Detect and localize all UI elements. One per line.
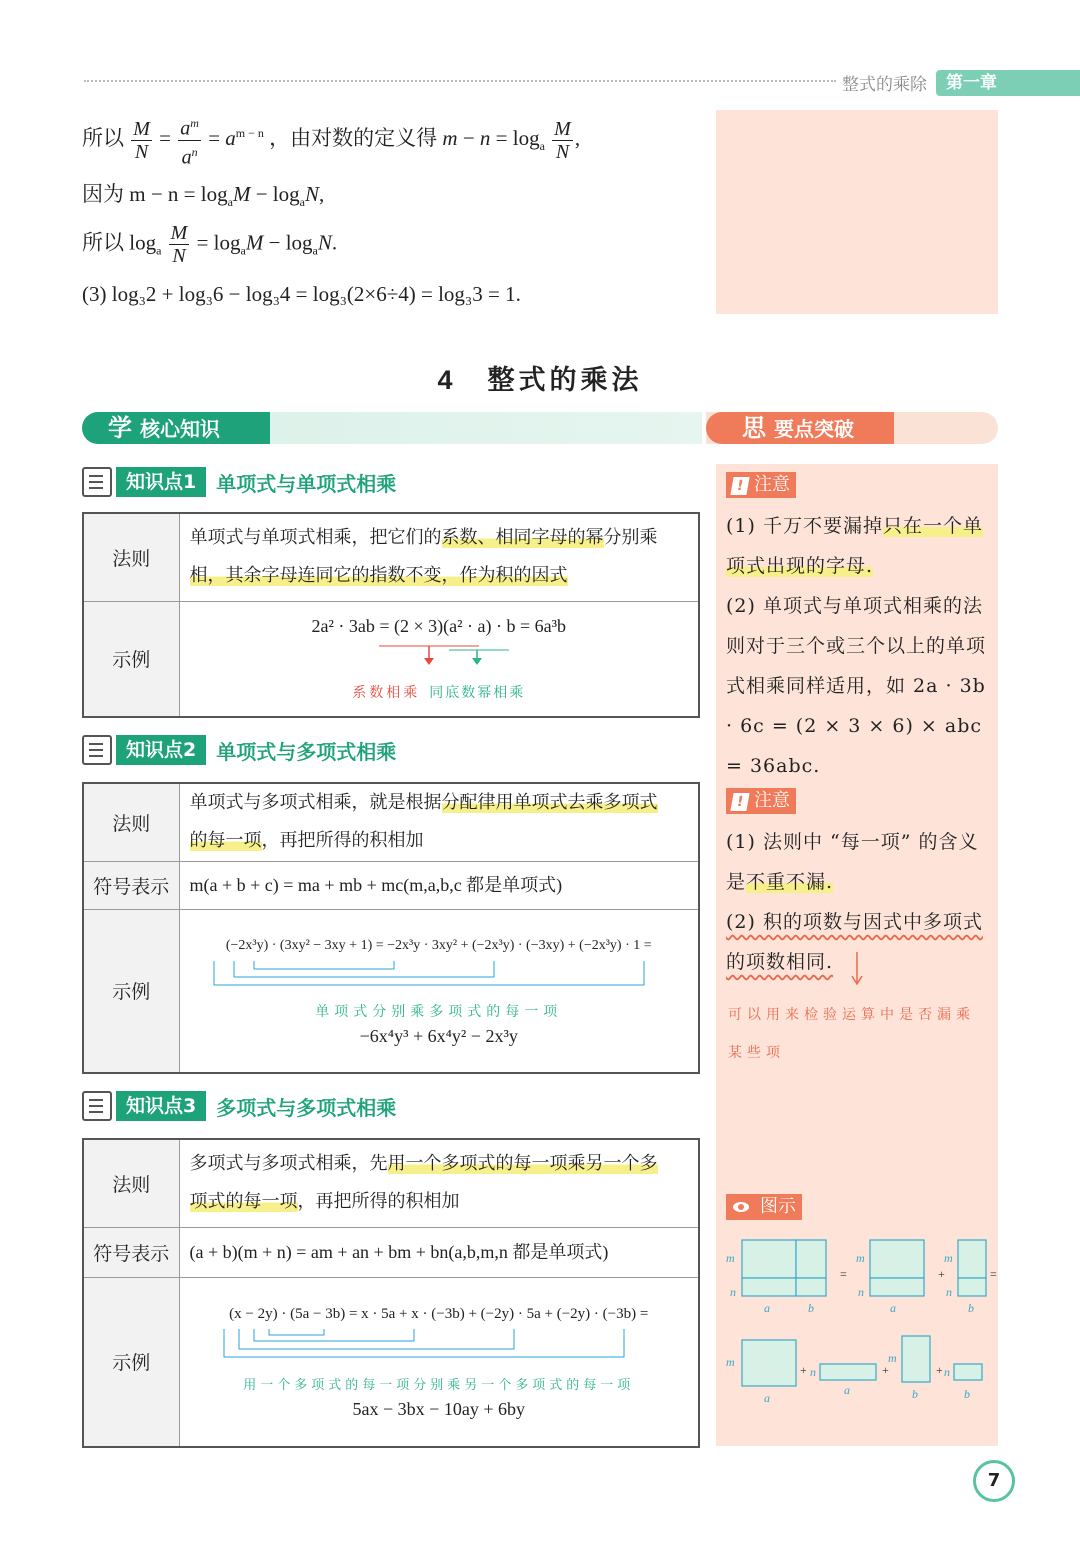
svg-text:a: a (844, 1383, 850, 1397)
notebook-icon (82, 735, 112, 765)
svg-text:n: n (730, 1285, 736, 1299)
eye-icon (732, 1200, 750, 1214)
svg-text:+: + (938, 1267, 945, 1281)
note-tag-2: ! 注意 (726, 788, 796, 814)
kp3-example-formula: (x − 2y) · (5a − 3b) = x · 5a + x · (−3b) + (−2y) · 5a + (−2y) · (−3b) = (229, 1306, 649, 1323)
kp3-symbol: (a + b)(m + n) = am + an + bm + bn(a,b,m,n 都是单项式) (179, 1227, 699, 1277)
svg-text:a: a (764, 1301, 770, 1315)
svg-text:n: n (946, 1285, 952, 1299)
banner-char-learn: 学 (108, 414, 132, 442)
svg-text:=: = (840, 1267, 847, 1281)
derivation-line-3: 所以 $\log_a$ $\frac{M}{N}$ = $\log_aM - \log_aN$. (82, 222, 338, 267)
banner-label-key: 要点突破 (774, 417, 854, 441)
svg-text:b: b (808, 1301, 814, 1315)
area-diagram (722, 1234, 998, 1434)
kp1-title: 单项式与单项式相乘 (216, 471, 397, 496)
knowledge-point-3-heading (82, 1090, 396, 1122)
svg-text:b: b (912, 1387, 918, 1401)
svg-text:+: + (882, 1363, 889, 1377)
kp2-table (82, 782, 700, 1074)
knowledge-point-2-heading (82, 734, 396, 766)
svg-text:n: n (858, 1285, 864, 1299)
kp1-example-arrows (309, 644, 569, 666)
notebook-icon (82, 1091, 112, 1121)
text-by-definition: ，由对数的定义得 (269, 125, 438, 150)
svg-text:m: m (726, 1355, 735, 1369)
kp1-example-header: 示例 (83, 601, 179, 717)
kp2-symbol: m(a + b + c) = ma + mb + mc(m,a,b,c 都是单项式) (179, 861, 699, 909)
header-chapter-tab: 第一章 (936, 70, 1080, 96)
kp2-tag: 知识点2 (116, 735, 206, 765)
kp2-rule-header: 法则 (83, 783, 179, 861)
banner-label-core: 核心知识 (140, 417, 220, 441)
header-dotted-rule (84, 80, 836, 82)
kp3-rule-header: 法则 (83, 1139, 179, 1227)
svg-text:+: + (936, 1363, 943, 1377)
kp3-example-note: 用一个多项式的每一项分别乘另一个多项式的每一项 (243, 1377, 635, 1393)
note1-text: (1) 千万不要漏掉只在一个单项式出现的字母. (2) 单项式与单项式相乘的法则对于三个或三个以上的单项式相乘同样适用，如 2a · 3b · 6c = (2 × 3 × 6) × abc = 36abc. (726, 515, 987, 777)
svg-text:m: m (888, 1351, 897, 1365)
kp2-rule-text: 单项式与多项式相乘，就是根据分配律用单项式去乘多项式 的每一项，再把所得的积相加 (179, 783, 699, 861)
kp3-example-header: 示例 (83, 1277, 179, 1447)
note2-arrow (850, 952, 864, 988)
note-tag-1: ! 注意 (726, 472, 796, 498)
svg-text:a: a (764, 1391, 770, 1405)
svg-text:m: m (856, 1251, 865, 1265)
kp3-title: 多项式与多项式相乘 (216, 1095, 397, 1120)
note2-red-remark: 可以用来检验运算中是否漏乘某些项 (728, 1007, 975, 1061)
kp2-example-formula: (−2x³y) · (3xy² − 3xy + 1) = −2x³y · 3xy² + (−2x³y) · (−3xy) + (−2x³y) · 1 = (225, 938, 652, 954)
text-therefore: 所以 log (82, 230, 157, 255)
svg-text:n: n (810, 1365, 816, 1379)
kp3-example (179, 1277, 699, 1447)
kp3-example-result: 5ax − 3bx − 10ay + 6by (352, 1399, 525, 1420)
kp2-title: 单项式与多项式相乘 (216, 739, 397, 764)
kp1-rule-header: 法则 (83, 513, 179, 601)
kp1-tag: 知识点1 (116, 467, 206, 497)
kp1-rule-text: 单项式与单项式相乘，把它们的系数、相同字母的幂分别乘 相，其余字母连同它的指数不变，作为积的因式 (179, 513, 699, 601)
kp2-example-result: −6x⁴y³ + 6x⁴y² − 2x³y (359, 1026, 518, 1047)
derivation-line-2: 因为 $m - n = \log_aM - \log_aN$, (82, 182, 325, 210)
kp3-table (82, 1138, 700, 1448)
derivation-line-1: 所以 $\frac{M}{N}$ = $\frac{a^m}{a^n}$ = $a^{m - n}$ ，由对数的定义得 $m - n = \log_a$ $\frac{M}{N}$ , (82, 112, 580, 168)
kp2-example-header: 示例 (83, 909, 179, 1073)
svg-text:a: a (890, 1301, 896, 1315)
svg-text:b: b (964, 1387, 970, 1401)
key-points-column (716, 464, 998, 1446)
figure-tag: 图示 (726, 1194, 802, 1220)
banner-char-think: 思 (742, 414, 766, 442)
knowledge-point-1-heading (82, 466, 396, 498)
kp2-example (179, 909, 699, 1073)
kp3-tag: 知识点3 (116, 1091, 206, 1121)
kp1-example-formula: 2a² · 3ab = (2 × 3)(a² · a) · b = 6a³b (311, 616, 567, 637)
kp3-example-arrows (194, 1327, 684, 1361)
kp1-note-coefficients: 系数相乘 (352, 686, 421, 702)
svg-text:b: b (968, 1301, 974, 1315)
core-knowledge-banner (82, 412, 702, 444)
kp1-example (179, 601, 699, 717)
kp1-note-same-base: 同底数幂相乘 (429, 686, 526, 702)
key-points-banner (706, 412, 998, 444)
side-note-panel-top (716, 110, 998, 314)
kp3-symbol-header: 符号表示 (83, 1227, 179, 1277)
svg-text:n: n (944, 1365, 950, 1379)
note2-text: (1) 法则中 “每一项” 的含义是不重不漏. (2) 积的项数与因式中多项式的项数相同. (726, 831, 983, 973)
page-number: 7 (973, 1460, 1015, 1502)
derivation-line-4: (3) log₃2 + log₃6 − log₃4 = log₃(2×6÷4) = log₃3 = 1. (82, 282, 521, 306)
svg-text:=: = (990, 1267, 997, 1281)
kp2-example-note: 单项式分别乘多项式的每一项 (315, 1005, 563, 1021)
section-title: 4 整式的乘法 (437, 365, 643, 395)
kp3-rule-text: 多项式与多项式相乘，先用一个多项式的每一项乘另一个多 项式的每一项，再把所得的积相加 (179, 1139, 699, 1227)
kp2-symbol-header: 符号表示 (83, 861, 179, 909)
text-so: 所以 (82, 125, 124, 150)
svg-text:+: + (800, 1363, 807, 1377)
svg-text:m: m (944, 1251, 953, 1265)
kp1-table (82, 512, 700, 718)
svg-text:m: m (726, 1251, 735, 1265)
kp2-example-arrows (194, 959, 684, 989)
notebook-icon (82, 467, 112, 497)
header-section-title: 整式的乘除 (842, 75, 927, 95)
text-because: 因为 m − n = log (82, 182, 228, 206)
